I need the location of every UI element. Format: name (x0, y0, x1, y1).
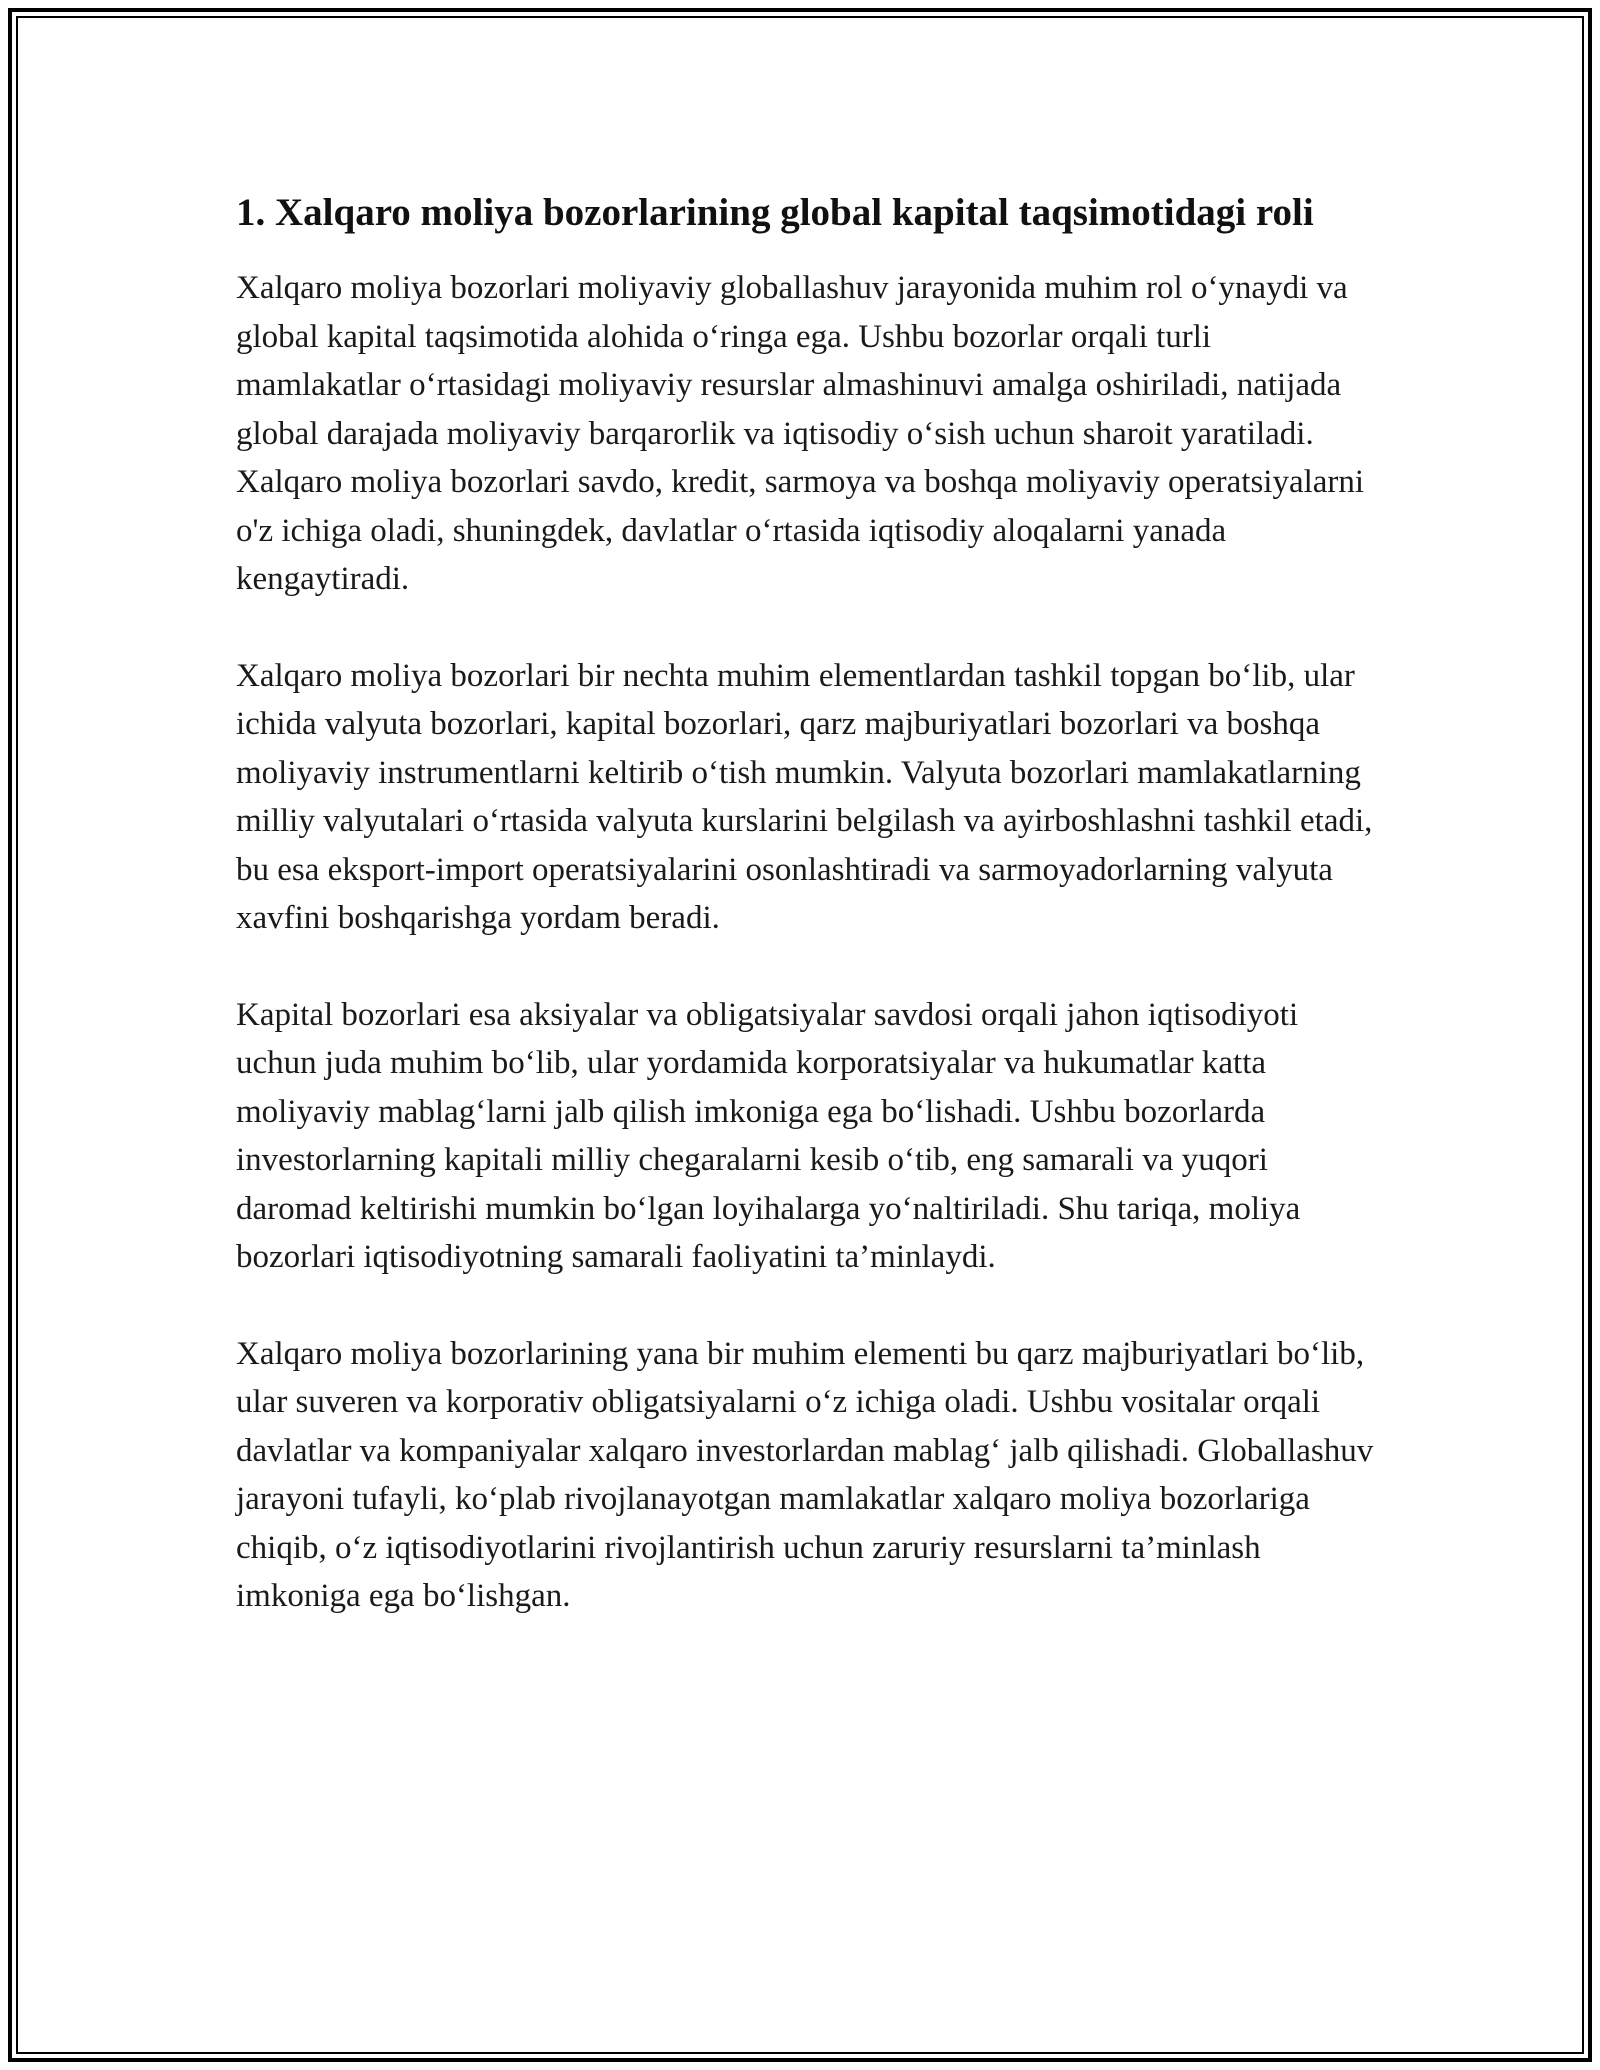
document-body (236, 186, 1376, 1669)
paragraph: Kapital bozorlari esa aksiyalar va obligatsiyalar savdosi orqali jahon iqtisodiyoti uchun juda muhim bo‘lib, ular yordamida korporatsiyalar va hukumatlar katta moliyaviy mablag‘larni jalb qilish imkoniga ega bo‘lishadi. Ushbu bozorlarda investorlarning kapitali milliy chegaralarni kesib o‘tib, eng samarali va yuqori daromad keltirishi mumkin bo‘lgan loyihalarga yo‘naltiriladi. Shu tariqa, moliya bozorlari iqtisodiyotning samarali faoliyatini ta’minlaydi. (236, 996, 1301, 1275)
paragraph: Xalqaro moliya bozorlari bir nechta muhim elementlardan tashkil topgan bo‘lib, ular ichida valyuta bozorlari, kapital bozorlari, qarz majburiyatlari bozorlari va boshqa moliyaviy instrumentlarni keltirib o‘tish mumkin. Valyuta bozorlari mamlakatlarning milliy valyutalari o‘rtasida valyuta kurslarini belgilash va ayirboshlashni tashkil etadi, bu esa eksport-import operatsiyalarini osonlashtiradi va sarmoyadorlarning valyuta xavfini boshqarishga yordam beradi. (236, 657, 1373, 936)
paragraph: Xalqaro moliya bozorlarining yana bir muhim elementi bu qarz majburiyatlari bo‘lib, ular suveren va korporativ obligatsiyalarni o‘z ichiga oladi. Ushbu vositalar orqali davlatlar va kompaniyalar xalqaro investorlardan mablag‘ jalb qilishadi. Globallashuv jarayoni tufayli, ko‘plab rivojlanayotgan mamlakatlar xalqaro moliya bozorlariga chiqib, o‘z iqtisodiyotlarini rivojlantirish uchun zaruriy resurslarni ta’minlash imkoniga ega bo‘lishgan. (236, 1335, 1374, 1614)
paragraph: Xalqaro moliya bozorlari moliyaviy globallashuv jarayonida muhim rol o‘ynaydi va global kapital taqsimotida alohida o‘ringa ega. Ushbu bozorlar orqali turli mamlakatlar o‘rtasidagi moliyaviy resurslar almashinuvi amalga oshiriladi, natijada global darajada moliyaviy barqarorlik va iqtisodiy o‘sish uchun sharoit yaratiladi. Xalqaro moliya bozorlari savdo, kredit, sarmoya va boshqa moliyaviy operatsiyalarni o'z ichiga oladi, shuningdek, davlatlar o‘rtasida iqtisodiy aloqalarni yanada kengaytiradi. (236, 270, 1365, 597)
section-heading: 1. Xalqaro moliya bozorlarining global kapital taqsimotidagi roli (236, 191, 1314, 234)
